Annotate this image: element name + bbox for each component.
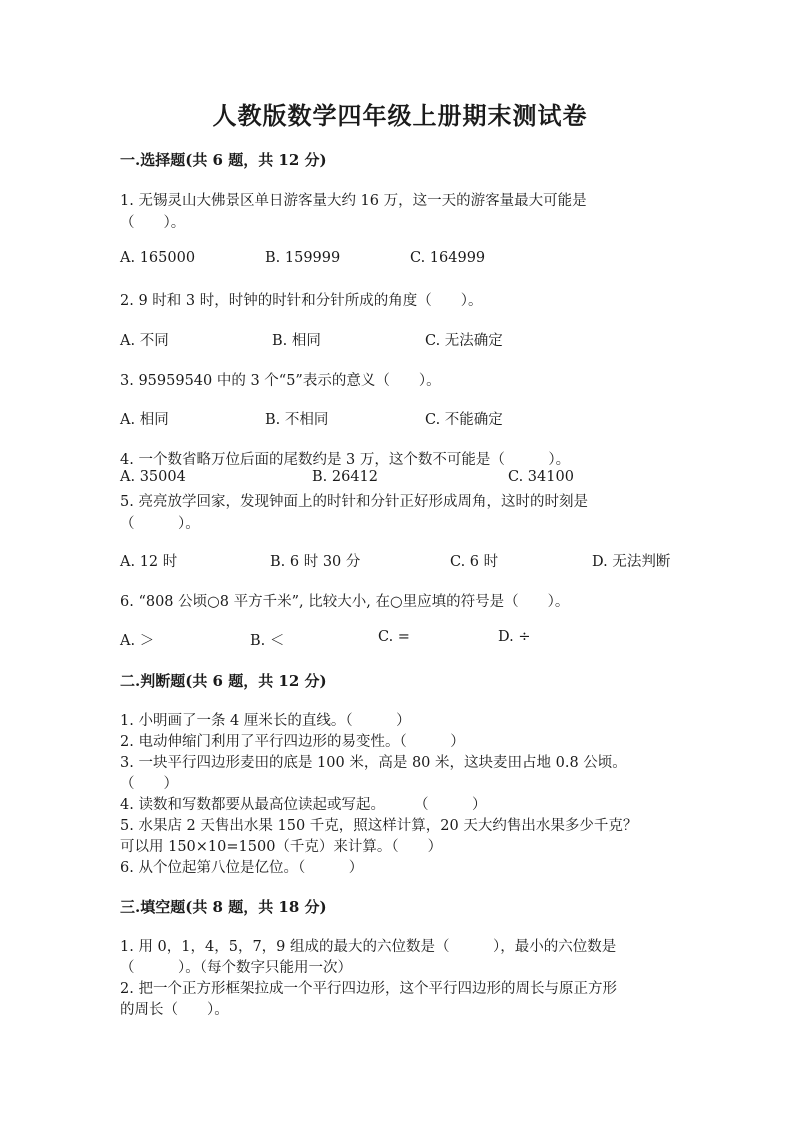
judgement-line: （ ） xyxy=(120,776,178,792)
question-4-option-c: C. 34100 xyxy=(508,469,574,485)
fill-blank-line: 2. 把一个正方形框架拉成一个平行四边形，这个平行四边形的周长与原正方形 xyxy=(120,981,617,997)
question-1-option-a: A. 165000 xyxy=(120,250,196,266)
question-1-text: 1. 无锡灵山大佛景区单日游客量大约 16 万，这一天的游客量最大可能是 xyxy=(120,193,587,209)
question-5-text-cont: （ ）。 xyxy=(120,516,200,532)
judgement-line: 2. 电动伸缩门利用了平行四边形的易变性。（ ） xyxy=(120,734,465,750)
fill-blank-line: 的周长（ ）。 xyxy=(120,1002,229,1018)
question-4-text: 4. 一个数省略万位后面的尾数约是 3 万，这个数不可能是（ ）。 xyxy=(120,452,571,468)
fill-blank-line: 1. 用 0，1，4，5，7，9 组成的最大的六位数是（ ），最小的六位数是 xyxy=(120,939,617,955)
question-2-option-a: A. 不同 xyxy=(120,333,169,349)
question-1-option-b: B. 159999 xyxy=(265,250,341,266)
question-6-option-a: A. ＞ xyxy=(120,633,155,649)
judgement-line: 3. 一块平行四边形麦田的底是 100 米，高是 80 米，这块麦田占地 0.8 公顷。 xyxy=(120,755,627,771)
question-5-option-d: D. 无法判断 xyxy=(592,554,671,570)
question-6-option-c: C. = xyxy=(378,629,410,645)
question-4-option-a: A. 35004 xyxy=(120,469,186,485)
judgement-line: 5. 水果店 2 天售出水果 150 千克，照这样计算，20 天大约售出水果多少千克？ xyxy=(120,818,638,834)
question-3-option-a: A. 相同 xyxy=(120,412,169,428)
question-5-option-a: A. 12 时 xyxy=(120,554,178,570)
judgement-line: 1. 小明画了一条 4 厘米长的直线。（ ） xyxy=(120,713,411,729)
judgement-line: 6. 从个位起第八位是亿位。（ ） xyxy=(120,860,364,876)
question-5-option-c: C. 6 时 xyxy=(450,554,499,570)
page-title: 人教版数学四年级上册期末测试卷 xyxy=(212,101,588,130)
judgement-line: 4. 读数和写数都要从最高位读起或写起。 （ ） xyxy=(120,797,487,813)
question-3-text: 3. 95959540 中的 3 个“5”表示的意义（ ）。 xyxy=(120,373,441,389)
question-4-option-b: B. 26412 xyxy=(312,469,379,485)
question-2-text: 2. 9 时和 3 时，时钟的时针和分针所成的角度（ ）。 xyxy=(120,293,483,309)
question-3-option-c: C. 不能确定 xyxy=(425,412,503,428)
question-3-option-b: B. 不相同 xyxy=(265,412,329,428)
question-1-option-c: C. 164999 xyxy=(410,250,486,266)
question-5-option-b: B. 6 时 30 分 xyxy=(270,554,361,570)
section-heading-choice: 一.选择题(共 6 题，共 12 分) xyxy=(120,151,327,169)
question-1-text-cont: （ ）。 xyxy=(120,215,186,231)
judgement-line: 可以用 150×10=1500（千克）来计算。（ ） xyxy=(120,839,443,855)
fill-blank-line: （ ）。（每个数字只能用一次） xyxy=(120,960,352,976)
question-2-option-b: B. 相同 xyxy=(272,333,321,349)
question-6-option-d: D. ÷ xyxy=(498,629,531,645)
section-heading-judgement: 二.判断题(共 6 题，共 12 分) xyxy=(120,672,327,690)
question-5-text: 5. 亮亮放学回家，发现钟面上的时针和分针正好形成周角，这时的时刻是 xyxy=(120,494,588,510)
question-6-option-b: B. ＜ xyxy=(250,633,285,649)
question-6-text: 6. “808 公顷○8 平方千米”, 比较大小, 在○里应填的符号是（ ）。 xyxy=(120,594,570,610)
section-heading-fill-blank: 三.填空题(共 8 题，共 18 分) xyxy=(120,898,327,916)
question-2-option-c: C. 无法确定 xyxy=(425,333,503,349)
